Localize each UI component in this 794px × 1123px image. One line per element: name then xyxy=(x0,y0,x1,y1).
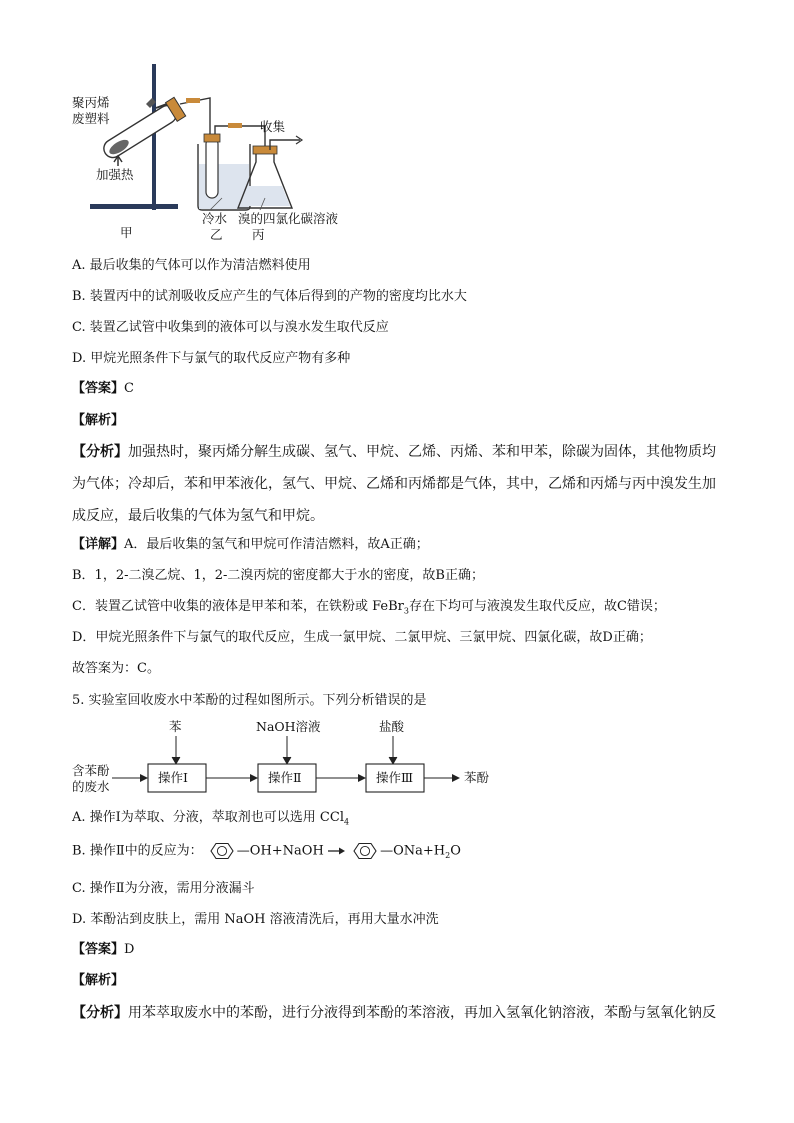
q5-option-b-line xyxy=(72,842,461,865)
q4-option-a: A. 最后收集的气体可以作为清洁燃料使用 xyxy=(72,258,311,273)
benzene-ring-icon xyxy=(207,842,237,860)
q4-analysis-tag xyxy=(72,412,124,430)
q4-detail-c-part-1: C．装置乙试管中收集的液体是甲苯和苯，在铁粉或 FeBr xyxy=(72,599,404,614)
q5-option-a-sub: 4 xyxy=(343,817,350,827)
q4-analysis-label: 【解析】 xyxy=(72,413,125,428)
q4-option-d: D. 甲烷光照条件下与氯气的取代反应产物有多种 xyxy=(72,351,351,366)
label-yi: 乙 xyxy=(210,227,223,242)
q4-fenxi-line-3: 成反应，最后收集的气体为氢气和甲烷。 xyxy=(72,508,324,524)
q5-answer-line xyxy=(72,941,134,959)
label-bromine: 溴的四氯化碳溶液 xyxy=(238,211,339,226)
q5-option-b-ona: —ONa+H xyxy=(380,843,446,859)
q5-fenxi-line-1 xyxy=(72,1004,716,1022)
flow-input-2: 的废水 xyxy=(72,779,110,794)
q4-option-b: B. 装置丙中的试剂吸收反应产生的气体后得到的产物的密度均比水大 xyxy=(72,289,467,304)
benzene-ring-icon-2 xyxy=(350,842,380,860)
q5-option-b-oh: —OH+NaOH xyxy=(236,843,324,859)
label-plastic-2: 废塑料 xyxy=(72,111,110,126)
q5-option-a-line xyxy=(72,809,349,832)
label-heat: 加强热 xyxy=(96,167,134,182)
q4-detail-c-part-2: 存在下均可与液溴发生取代反应，故C错误； xyxy=(408,599,666,614)
apparatus-figure xyxy=(60,58,380,248)
q4-fenxi-text-1: 加强热时，聚丙烯分解生成碳、氢气、甲烷、乙烯、丙烯、苯和甲苯，除碳为固体，其他物质均 xyxy=(128,444,716,460)
q4-detail-c-line xyxy=(72,598,666,621)
q4-option-c: C. 装置乙试管中收集到的液体可以与溴水发生取代反应 xyxy=(72,320,389,335)
q5-stem: 5. 实验室回收废水中苯酚的过程如图所示。下列分析错误的是 xyxy=(72,693,427,708)
q5-option-d: D. 苯酚沾到皮肤上，需用 NaOH 溶液清洗后，再用大量水冲洗 xyxy=(72,912,439,927)
q5-option-b-o: O xyxy=(450,843,461,859)
q5-option-b-sub: 2 xyxy=(445,851,451,861)
q5-flow-chart xyxy=(70,718,510,798)
q4-conclusion: 故答案为：C。 xyxy=(72,661,160,676)
q5-analysis-label: 【解析】 xyxy=(72,973,125,988)
q4-answer-tag: 【答案】 xyxy=(72,381,125,396)
q4-fenxi-tag: 【分析】 xyxy=(72,444,128,460)
q4-detail-b: B．1，2-二溴乙烷、1，2-二溴丙烷的密度都大于水的密度，故B正确； xyxy=(72,568,484,583)
flow-output: 苯酚 xyxy=(464,770,490,785)
q5-analysis-tag xyxy=(72,972,124,990)
flow-reagent-1: 苯 xyxy=(169,719,182,734)
q5-fenxi-text-1: 用苯萃取废水中的苯酚，进行分液得到苯酚的苯溶液，再加入氢氧化钠溶液，苯酚与氢氧化钠反 xyxy=(128,1005,716,1021)
q4-fenxi-line-1 xyxy=(72,443,716,461)
q4-detail-a: A．最后收集的氢气和甲烷可作清洁燃料，故A正确； xyxy=(124,537,429,552)
label-plastic-1: 聚丙烯 xyxy=(72,95,110,110)
flow-reagent-2: NaOH溶液 xyxy=(256,719,321,734)
q4-xiangjie-tag: 【详解】 xyxy=(72,537,125,552)
q5-option-c: C. 操作Ⅱ为分液，需用分液漏斗 xyxy=(72,881,255,896)
flow-op-3: 操作Ⅲ xyxy=(376,770,414,785)
q4-answer-value: C xyxy=(124,381,134,396)
label-collect: 收集 xyxy=(260,119,286,134)
flow-op-1: 操作Ⅰ xyxy=(158,770,188,785)
reaction-arrow-icon xyxy=(328,846,346,856)
flow-op-2: 操作Ⅱ xyxy=(268,770,302,785)
q5-option-a-text: A. 操作Ⅰ为萃取、分液，萃取剂也可以选用 CCl xyxy=(72,810,344,825)
q5-answer-tag: 【答案】 xyxy=(72,942,125,957)
flow-reagent-3: 盐酸 xyxy=(379,719,405,734)
q5-option-b-prefix: B. 操作Ⅱ中的反应为： xyxy=(72,843,203,859)
flow-input-1: 含苯酚 xyxy=(72,763,110,778)
q4-detail-a-line xyxy=(72,536,429,554)
q4-answer-line xyxy=(72,380,134,398)
q5-answer-value: D xyxy=(124,942,135,957)
q4-detail-c-sub: 3 xyxy=(403,606,409,616)
label-jia: 甲 xyxy=(120,225,133,240)
q4-detail-d: D．甲烷光照条件下与氯气的取代反应，生成一氯甲烷、二氯甲烷、三氯甲烷、四氯化碳，故D正确； xyxy=(72,630,652,645)
label-bing: 丙 xyxy=(252,227,265,242)
label-cold-water: 冷水 xyxy=(202,211,228,226)
q4-fenxi-line-2: 为气体；冷却后，苯和甲苯液化，氢气、甲烷、乙烯和丙烯都是气体，其中，乙烯和丙烯与丙中溴发生加 xyxy=(72,476,716,492)
q5-fenxi-tag: 【分析】 xyxy=(72,1005,128,1021)
